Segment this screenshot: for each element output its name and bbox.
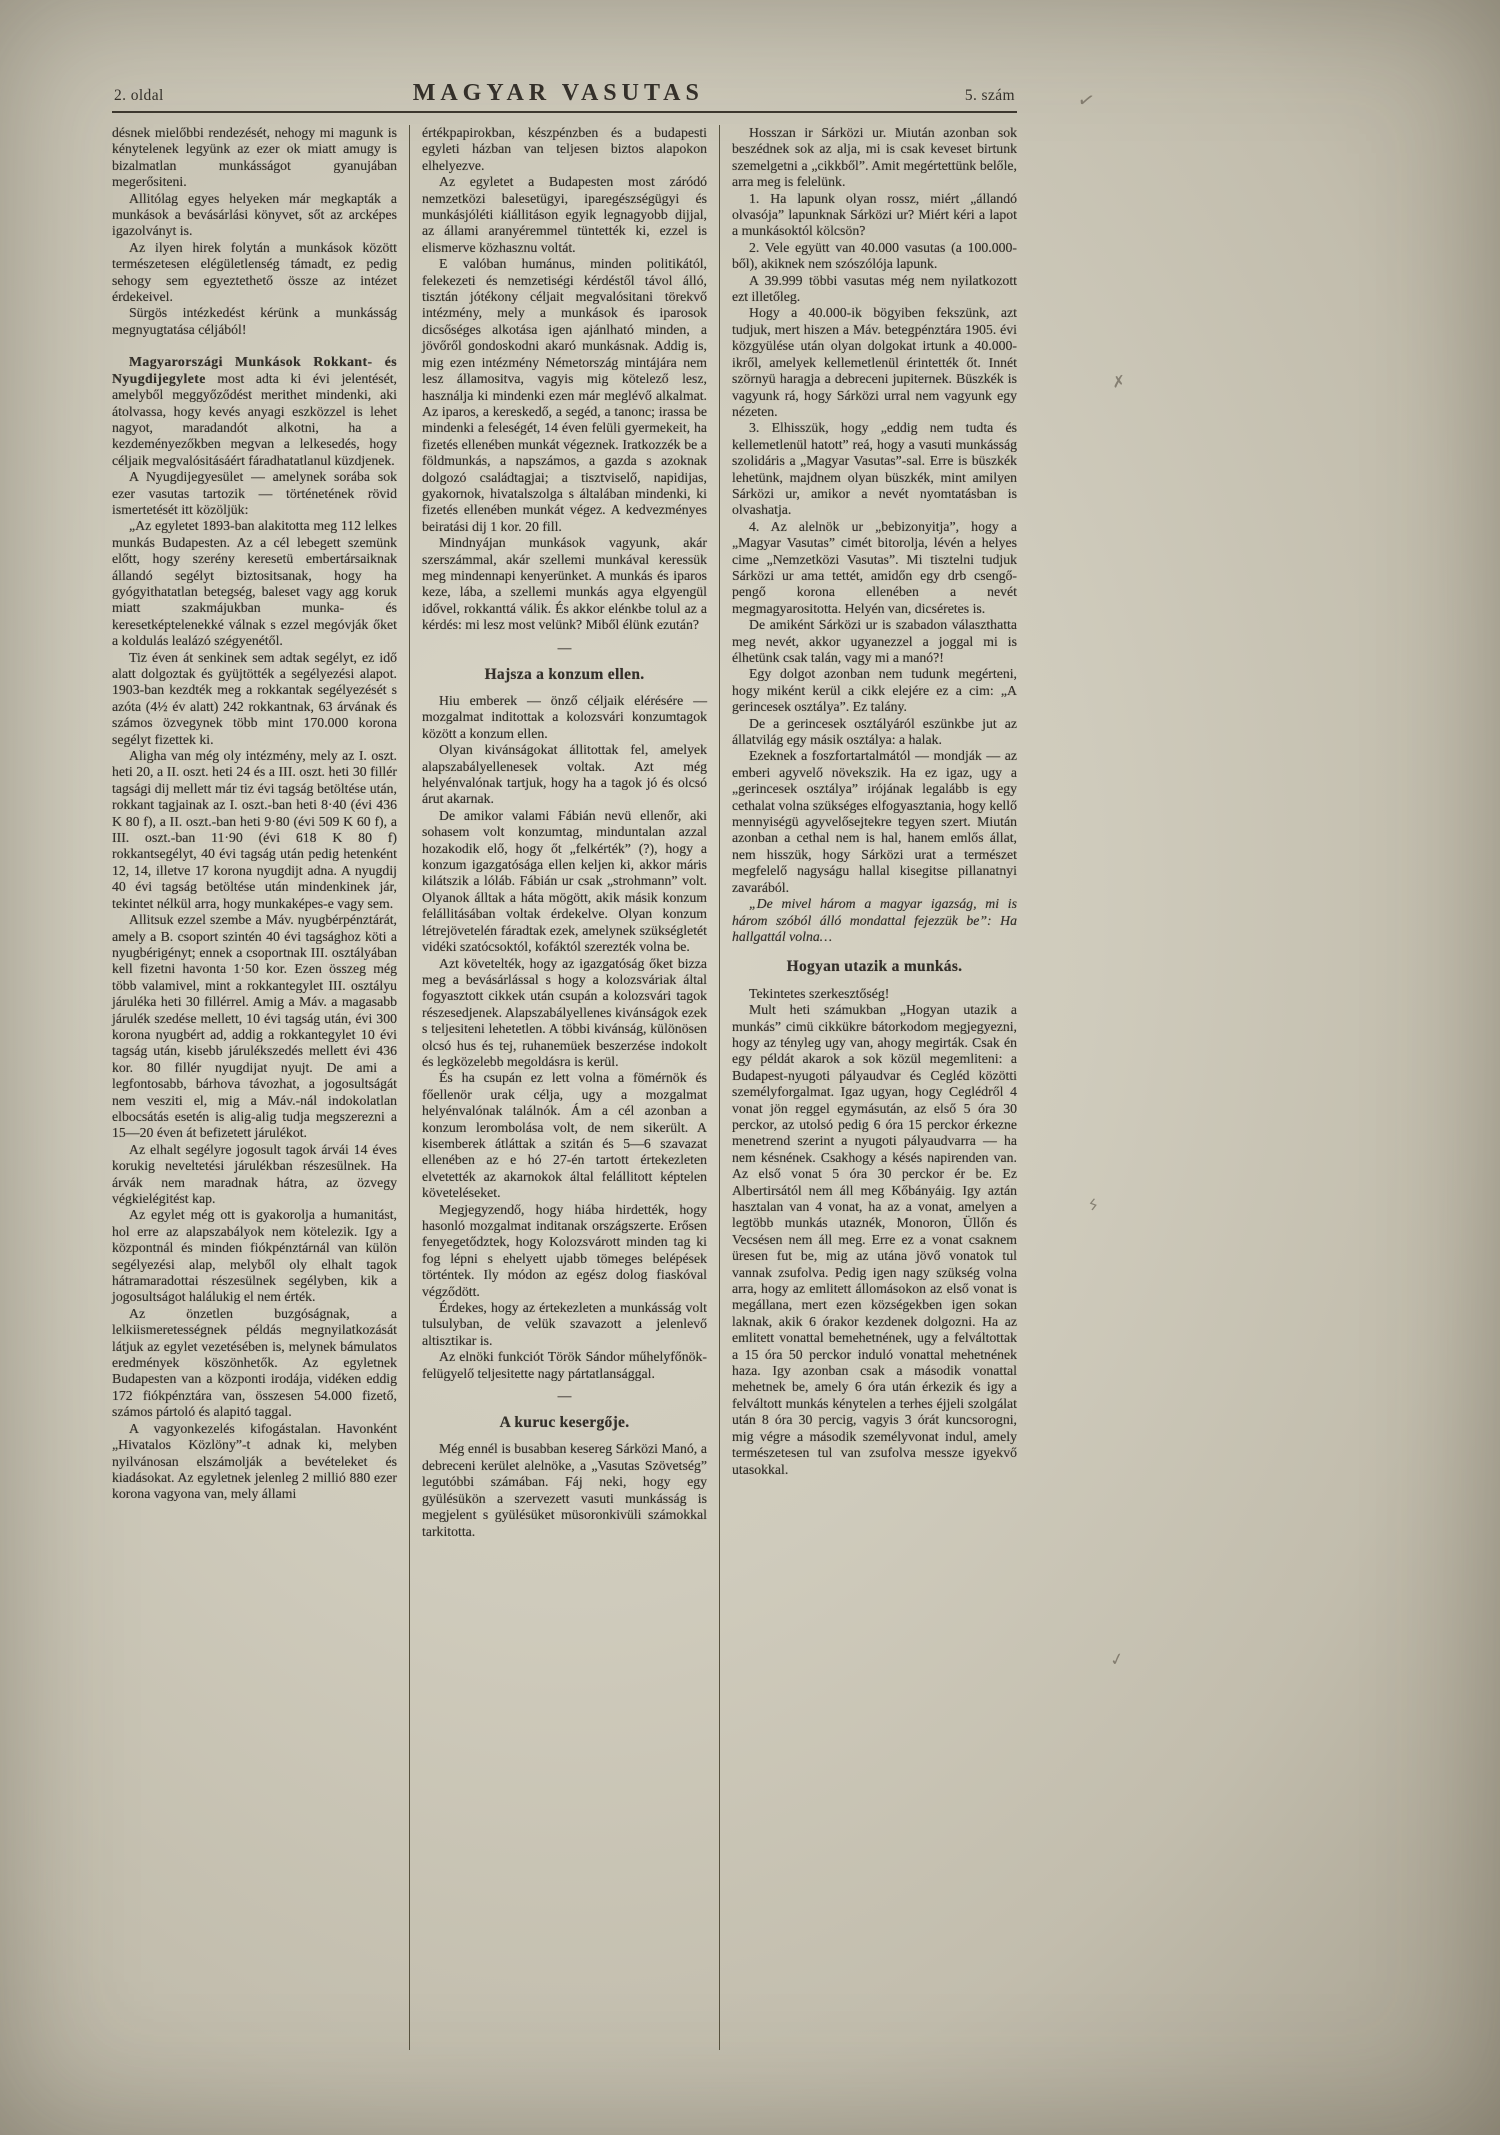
column-divider	[719, 125, 720, 2050]
body-paragraph: Még ennél is busabban kesereg Sárközi Manó, a debreceni kerület alelnöke, a „Vasutas Szövetség” legutóbbi számában. Fáj neki, hogy egy gyülésükön a szervezett vasuti munkásság is megjelent s gyülésüket müsoronkivüli számokkal tarkitotta.	[422, 1441, 707, 1539]
body-paragraph: 4. Az alelnök ur „bebizonyitja”, hogy a „Magyar Vasutas” cimét bitorolja, lévén a helyes cime „Nemzetközi Vasutas”. Mi tisztelni tudjuk Sárközi ur ama tettét, amidőn egy drb csengő-pengő korona ellenében a nevét megmagyarositotta. Helyén van, dicséretes is.	[732, 518, 1017, 616]
body-paragraph	[112, 354, 397, 469]
body-paragraph: De amiként Sárközi ur is szabadon választhatta meg nevét, akkor ugyanezzel a joggal mi is élhetünk csak talán, vagy mi a manó?!	[732, 617, 1017, 665]
column-3	[732, 125, 1017, 2050]
handwritten-margin-mark: ✓	[1108, 1648, 1127, 1672]
body-paragraph: Az egyletet a Budapesten most záródó nemzetközi balesetügyi, iparegészségügyi és munkásjóléti kiállitáson egyik legnagyobb dijjal, az állami aranyéremmel tüntették ki, ezzel is elismerve közhasznu voltát.	[422, 174, 707, 255]
handwritten-margin-mark: ✗	[1110, 371, 1127, 392]
body-paragraph: A vagyonkezelés kifogástalan. Havonként „Hivatalos Közlöny”-t adnak ki, melyben nyilvánosan elszámolják a bevételeket és kiadásokat. Az egyletnek jelenleg 2 millió 880 ezer korona vagyona van, mely állami	[112, 1420, 397, 1502]
body-paragraph: 2. Vele együtt van 40.000 vasutas (a 100.000-ből), akiknek nem szószólója lapunk.	[732, 239, 1017, 272]
body-paragraph: értékpapirokban, készpénzben és a budapesti egyleti házban van teljesen biztos alapokon elhelyezve.	[422, 125, 707, 173]
body-paragraph: E valóban humánus, minden politikától, felekezeti és nemzetiségi kérdéstől távol álló, tisztán jótékony céljait megvalósitani törekvő intézmény, mely a munkások és iparosok dicsőséges alkotása igen ajánlható minden, a jövőről gondoskodni akaró munkásnak. Addig is, mig ezen intézmény Németország mintájára nem lesz államositva, vagyis mig kötelező lesz, használja ki mindenki ezen már meglévő alkalmat. Az iparos, a kereskedő, a segéd, a tanonc; irassa be mindenki a feleségét, 14 éven felüli gyermekeit, ha fizetés ellenében munkát végeznek. Iratkozzék be a földmunkás, a napszámos, a gazda s azoknak dolgozó családtagjai; a tisztviselő, napidijas, gyakornok, hivatalszolga s általában mindenki, ki fizetés ellenében munkát végez. A kedvezményes beiratási dij 1 kor. 20 fill.	[422, 256, 707, 534]
body-paragraph: Allitólag egyes helyeken már megkapták a munkások a bevásárlási könyvet, sőt az arcképes igazolványt is.	[112, 190, 397, 239]
newspaper-page	[112, 80, 1017, 2050]
body-paragraph: Ezeknek a foszfortartalmától — mondják — az emberi agyvelő növekszik. Ha ez igaz, ugy a „gerincesek osztálya” irójának legalább is egy cethalat volna szükséges elfogyasztania, hogy kellő mennyiségü agyvelősejtekre tegyen szert. Miután azonban a cethal nem is hal, hanem emlős állat, nem hisszük, hogy Sárközi urat a természet megfelelő nagyságu hallal kisegitse pillanatnyi zavarából.	[732, 748, 1017, 895]
handwritten-margin-mark: ✓	[1075, 86, 1098, 114]
body-paragraph: Érdekes, hogy az értekezleten a munkásság volt tulsulyban, de velük szavazott a jelenlevő altisztikar is.	[422, 1300, 707, 1348]
body-paragraph: „De mivel három a magyar igazság, mi is három szóból álló mondattal fejezzük be”: Ha hallgattál volna…	[732, 896, 1017, 944]
body-paragraph: Olyan kivánságokat állitottak fel, amelyek alapszabályellenesek voltak. Azt még helyénvalónak tartjuk, hogy ha a tagok jó és olcsó árut akarnak.	[422, 742, 707, 807]
body-paragraph: És ha csupán ez lett volna a fömérnök és főellenör urak célja, ugy a mozgalmat helyénvalónak találnók. Ám a cél azonban a konzum lerombolása volt, de nem sikerült. A kisemberek átláttak a szitán és 5—6 szavazat ellenében az e hó 27-én tartott értekezleten elvetették az akarnokok által felállitott képtelen követeléseket.	[422, 1070, 707, 1201]
paragraph-text: most adta ki évi jelentését, amelyből meggyőződést merithet mindenki, aki átolvassa, hogy kevés anyagi eszközzel is lehet nagyot, maradandót alkotni, ha a kezdeményezőkben megvan a lelkesedés, hogy céljaik megvalósitásáért fáradhatatlanul küzdjenek.	[112, 370, 397, 468]
page-header	[112, 80, 1017, 111]
paragraph-bold-lead: Magyarországi Munkások Rokkant- és Nyugdijegylete	[112, 354, 397, 386]
article-heading: A kuruc kesergője.	[499, 1414, 630, 1432]
body-paragraph: Mult heti számukban „Hogyan utazik a munkás” cimü cikkükre bátorkodom megjegyezni, hogy az tényleg ugy van, ahogy megirták. Csak én egy példát akarok a sok közül megemliteni: a Budapest-nyugoti pályaudvar és Cegléd közötti személyforgalmat. Igaz ugyan, hogy Ceglédről 4 vonat jön reggel egymásután, az első 5 óra 30 perckor, az utolsó pedig 6 óra 15 perckor érkezne menetrend szerint a nyugoti pályaudvarra — ha nem késnének. Csakhogy a késés napirenden van. Az első vonat 5 óra 30 perckor ér be. Ez Albertirsától nem áll meg Kőbányáig. Igy aztán hasztalan van 4 vonat, ha az a vonat, amelyen a legtöbb munkás utaznék, Monoron, Üllőn és Vecsésen nem áll meg. Erre ez a vonat csaknem üresen fut be, mig az utána jövő vonatok tul vannak zsufolva. Pedig igen nagy szükség volna arra, hogy az emlitett állomásokon az első vonat is megállana, mert ezen községekben igen sokan laknak, akik 6 órakor kezdenek dolgozni. Ha az emlitett vonattal bemehetnének, ugy a felváltottak a 15 óra 50 perckor induló vonattal mehetnének haza. Igy azonban csak a második vonattal mehetnek be, amely 6 óra után érkezik és igy a felváltott munkás kénytelen a terhes éjjeli szolgálat után 8 óra 30 percig, vagyis 3 órát kuncsorogni, mig végre a második személyvonat indul, amely természetesen tul van zsufolva messze igyekvő utasokkal.	[732, 1002, 1017, 1477]
body-paragraph: Hiu emberek — önző céljaik elérésére — mozgalmat inditottak a kolozsvári konzumtagok között a konzum ellen.	[422, 693, 707, 741]
handwritten-margin-mark: ϟ	[1085, 1194, 1101, 1216]
body-paragraph: Az egylet még ott is gyakorolja a humanitást, hol erre az alapszabályok nem kötelezik. Igy a központnál és minden fiókpénztárnál van külön segélyezési alap, melyből oly elhalt tagok hátramaradottai részesülnek segélyben, kik a jogosultságot halálukig el nem érték.	[112, 1207, 397, 1305]
article-heading: Hajsza a konzum ellen.	[484, 665, 645, 683]
page-number: 2. oldal	[114, 87, 164, 104]
body-paragraph: Tiz éven át senkinek sem adtak segélyt, ez idő alatt dolgoztak és gyüjtötték a segélyezési alapot. 1903-ban kezdték meg a rokkantak segélyezését s azóta (4½ év alatt) 242 rokkantnak, 63 árvának és számos özvegynek több mint 170.000 korona segélyt fizettek ki.	[112, 649, 397, 747]
masthead-title: MAGYAR VASUTAS	[412, 80, 704, 106]
column-divider	[409, 125, 410, 2050]
columns-container	[112, 125, 1017, 2050]
column-2	[422, 125, 707, 2050]
body-paragraph: Az elhalt segélyre jogosult tagok árvái 14 éves korukig neveltetési járulékban részesülnek. Ha árvák nem maradnak hátra, az özvegy végkielégitést kap.	[112, 1141, 397, 1206]
body-paragraph: désnek mielőbbi rendezését, nehogy mi magunk is kénytelenek legyünk az ezer ok miatt amugy is bizalmatlan munkásságot gyanujában megerősiteni.	[112, 125, 397, 190]
body-paragraph: Azt követelték, hogy az igazgatóság őket bizza meg a bevásárlással s hogy a kolozsváriak által fogyasztott cikkek után csupán a kolozsvári tagok részesedjenek. Alapszabályellenes kivánságok ezek s teljesiteni lehetetlen. A többi kivánság, különösen olcsó hus és tej, ruhanemüek beszerzése indokolt és legközelebb megoldásra is kerül.	[422, 955, 707, 1069]
body-paragraph: Aligha van még oly intézmény, mely az I. oszt. heti 20, a II. oszt. heti 24 és a III. oszt. heti 30 fillér tagsági dij mellett már tiz évi tagság betöltése után, rokkant tagjainak az I. oszt.-ban heti 8·40 (évi 436 K 80 f), a II. oszt.-ban heti 9·80 (évi 509 K 60 f), a III. oszt.-ban 11·90 (évi 618 K 80 f) rokkantsegélyt, 40 évi tagság után pedig hetenként 12, 14, illetve 17 korona nyugdijt adna. A nyugdij 40 évi tagság betöltése után mindenkinek jár, tekintet nélkül arra, hogy munkaképes-e vagy sem.	[112, 748, 397, 911]
body-paragraph: A 39.999 többi vasutas még nem nyilatkozott ezt illetőleg.	[732, 272, 1017, 305]
body-paragraph: Hogy a 40.000-ik bögyiben fekszünk, azt tudjuk, mert hiszen a Máv. betegpénztára 1905. évi közgyülése után olyan dolgokat irtunk a 40.000-ikről, amelyek kellemetlenül érintették őt. Innét szörnyü haragja a debreceni jupiternek. Büszkék is vagyunk rá, hogy Sárközi urral nem vagyunk egy nézeten.	[732, 305, 1017, 419]
body-paragraph: Megjegyzendő, hogy hiába hirdették, hogy hasonló mozgalmat inditanak országszerte. Erősen fenyegetődztek, hogy Kolozsvárott minden tag ki fog lépni s ehelyett ujabb tömeges belépések történtek. Ily módon az egész dolog fiaskóval végződött.	[422, 1201, 707, 1299]
body-paragraph: A Nyugdijegyesület — amelynek sorába sok ezer vasutas tartozik — történetének rövid ismertetését itt közöljük:	[112, 469, 397, 517]
body-paragraph: Tekintetes szerkesztőség!	[749, 985, 890, 1001]
body-paragraph: Az önzetlen buzgóságnak, a lelkiismeretességnek példás megnyilatkozását látjuk az egylet vezetésében is, melynek bámulatos eredmények köszönhetők. Az egyletnek Budapesten van a központi irodája, vidéken eddig 172 fiókpénztára van, összesen 54.000 fizető, számos pártoló és alapitó taggal.	[112, 1305, 397, 1420]
article-heading: Hogyan utazik a munkás.	[786, 958, 963, 976]
column-1	[112, 125, 397, 2050]
body-paragraph: 3. Elhisszük, hogy „eddig nem tudta és kellemetlenül hatott” reá, hogy a vasuti munkásság szolidáris a „Magyar Vasutas”-sal. Erre is büszkék lehetünk, majdnem olyan büszkék, mint amilyen Sárközi ur, amikor a nevét nyomtatásban is olvashatja.	[732, 420, 1017, 518]
body-paragraph: De amikor valami Fábián nevü ellenőr, aki sohasem volt konzumtag, minduntalan azzal hozakodik elő, hogy őt „felkérték” (?), hogy a konzum igazgatósága ellen keljen ki, akkor máris kilátszik a lóláb. Fábián ur csak „strohmann” volt. Olyanok álltak a háta mögött, akik másik konzum felállitásában voltak érdekelve. Olyan konzum létrejövetelén fáradtak ezek, amelynek szükségletét vidéki szatócsoktól, kofáktól szerezték volna be.	[422, 807, 707, 955]
body-paragraph: Az elnöki funkciót Török Sándor műhelyfőnök-felügyelő teljesitette nagy pártatlansággal.	[422, 1349, 707, 1381]
issue-number: 5. szám	[964, 87, 1015, 104]
body-paragraph: Allitsuk ezzel szembe a Máv. nyugbérpénztárát, amely a B. csoport szintén 40 évi tagsághoz köti a nyugbérigényt; ennek a csoportnak III. osztályában kell fizetni havonta 1·50 kor. Ezen összeg még több valamivel, mint a rokkantegylet III. osztályu járuléka heti 30 fillérrel. Amig a Máv. a magasabb járulék szedése mellett, 10 évi tagság után, évi 300 korona nyugbért ad, addig a rokkantegylet 10 évi tagság után, kisebb járulékszedés mellett évi 436 kor. 80 fillér nyugdijat nyujt. De ami a legfontosabb, bárhova távozhat, a jogosultságát nem vesziti el, mig a Máv.-nál indokolatlan elbocsátás esetén is alig-alig tudja megszerezni a 15—20 éven át befizetett járulékot.	[112, 912, 397, 1141]
section-separator: —	[557, 639, 572, 655]
body-paragraph: Egy dolgot azonban nem tudunk megérteni, hogy miként kerül a cikk elejére ez a cim: „A gerincesek osztálya”. Ez talány.	[732, 666, 1017, 715]
body-paragraph: Hosszan ir Sárközi ur. Miután azonban sok beszédnek sok az alja, mi is csak keveset birtunk szemelgetni a „cikkből”. Amit megértettünk belőle, arra meg is felelünk.	[732, 125, 1017, 190]
body-paragraph: Sürgös intézkedést kérünk a munkásság megnyugtatása céljából!	[112, 305, 397, 337]
header-rule	[112, 111, 1017, 113]
body-paragraph: De a gerincesek osztályáról eszünkbe jut az állatvilág egy másik osztálya: a halak.	[732, 715, 1017, 748]
section-separator: —	[557, 1388, 572, 1404]
body-paragraph: 1. Ha lapunk olyan rossz, miért „állandó olvasója” lapunknak Sárközi ur? Miért kéri a lapot a munkásoktól kölcsön?	[732, 190, 1017, 239]
body-paragraph: „Az egyletet 1893-ban alakitotta meg 112 lelkes munkás Budapesten. Az a cél lebegett szemünk előtt, hogy szerény keresetü embertársaiknak állandó segélyt biztositsanak, hogy ha gyógyithatatlan betegség, baleset vagy agg koruk miatt szakmájukban munka- és keresetképtelenekké válnak s ezzel megóvják őket a koldulás lealázó szégyenétől.	[112, 518, 397, 649]
body-paragraph: Mindnyájan munkások vagyunk, akár szerszámmal, akár szellemi munkával keressük meg mindennapi kenyerünket. A munkás és iparos keze, lába, a szellemi munkás agya elgyengül idővel, rokkanttá válik. És akkor elénkbe tolul az a kérdés: mi lesz most velünk? Miből élünk ezután?	[422, 535, 707, 633]
body-paragraph: Az ilyen hirek folytán a munkások között természetesen elégületlenség támadt, ez pedig sehogy sem egyeztethető össze az intézet érdekeivel.	[112, 239, 397, 305]
